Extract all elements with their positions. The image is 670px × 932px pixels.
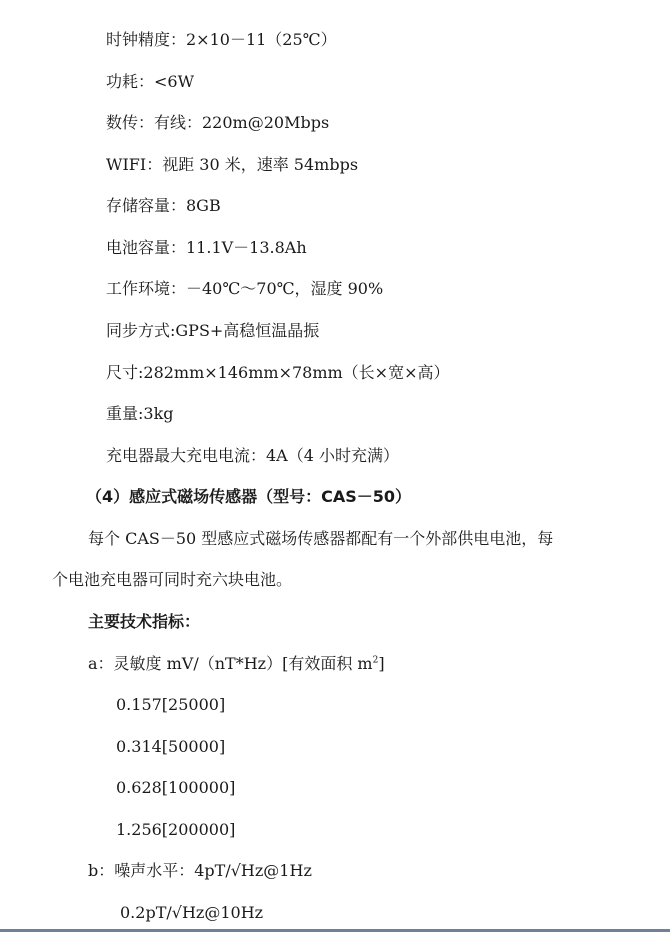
spec-clock-accuracy: 时钟精度：2×10－11（25℃） [106,30,337,49]
sensitivity-value: 0.314[50000] [116,737,226,756]
spec-battery: 电池容量：11.1V－13.8Ah [106,238,307,257]
sensitivity-label [88,654,385,674]
noise-value-10hz: 0.2pT/√Hz@10Hz [120,903,264,922]
spec-weight: 重量:3kg [106,404,174,423]
sensitivity-value: 1.256[200000] [116,820,236,839]
noise-label: b：噪声水平：4pT/√Hz@1Hz [88,861,312,880]
sensitivity-label-text: a：灵敏度 mV/（nT*Hz）[有效面积 m [88,654,373,673]
spec-data-transfer: 数传：有线：220m@20Mbps [106,113,330,132]
spec-environment: 工作环境：－40℃～70℃，湿度 90% [106,279,384,298]
sensitivity-value: 0.628[100000] [116,778,236,797]
section-heading: （4）感应式磁场传感器（型号：CAS－50） [86,487,412,506]
spec-charger: 充电器最大充电电流：4A（4 小时充满） [106,446,400,465]
indicators-heading: 主要技术指标： [88,612,201,631]
spec-storage: 存储容量：8GB [106,196,221,215]
spec-power: 功耗：<6W [106,72,195,91]
spec-sync: 同步方式:GPS+高稳恒温晶振 [106,321,320,340]
sensitivity-value: 0.157[25000] [116,695,226,714]
sensitivity-label-sup: 2 [372,655,379,666]
spec-wifi: WIFI：视距 30 米，速率 54mbps [106,155,359,174]
paragraph-line-1: 每个 CAS－50 型感应式磁场传感器都配有一个外部供电电池，每 [88,529,554,548]
spec-dimensions: 尺寸:282mm×146mm×78mm（长×宽×高） [106,363,450,382]
sensitivity-label-close: ] [378,654,385,673]
paragraph-line-2: 个电池充电器可同时充六块电池。 [52,570,293,589]
